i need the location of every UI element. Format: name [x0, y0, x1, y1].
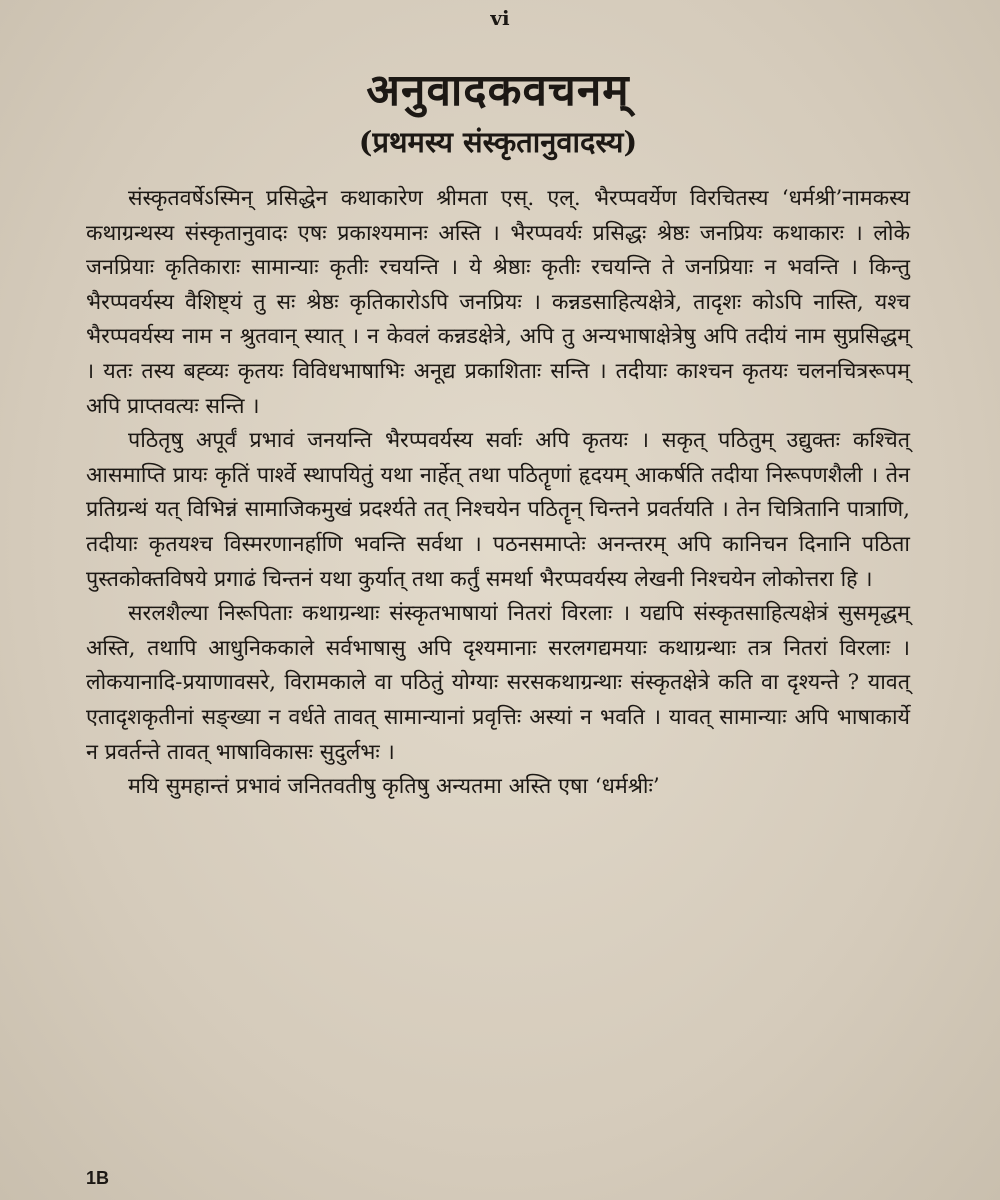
folio-mark: 1B — [86, 1168, 110, 1188]
paragraph-2: पठितृषु अपूर्वं प्रभावं जनयन्ति भैरप्पवर्यस्य सर्वाः अपि कृतयः । सकृत् पठितुम् उद्युक्तः कश्चित् आसमाप्ति प्रायः कृतिं पार्श्वे स्थापयितुं यथा नार्हेत् तथा पठितॄणां हृदयम् आकर्षति तदीया निरूपणशैली । तेन प्रतिग्रन्थं यत् विभिन्नं सामाजिकमुखं प्रदर्श्यते तत् निश्चयेन पठितॄन् चिन्तने प्रवर्तयति । तेन चित्रितानि पात्राणि, तदीयाः कृतयश्च विस्मरणानर्हाणि भवन्ति सर्वथा । पठनसमाप्तेः अनन्तरम् अपि कानिचन दिनानि पठिता पुस्तकोक्तविषये प्रगाढं चिन्तनं यथा कुर्यात् तथा कर्तुं समर्था भैरप्पवर्यस्य लेखनी निश्चयेन लोकोत्तरा हि । — [86, 428, 910, 592]
paragraph-4: मयि सुमहान्तं प्रभावं जनितवतीषु कृतिषु अन्यतमा अस्ति एषा ‘धर्मश्रीः’ — [128, 774, 660, 800]
page-number: vi — [490, 6, 510, 30]
paragraph-3: सरलशैल्या निरूपिताः कथाग्रन्थाः संस्कृतभाषायां नितरां विरलाः । यद्यपि संस्कृतसाहित्यक्षेत्रं सुसमृद्धम् अस्ति, तथापि आधुनिककाले सर्वभाषासु अपि दृश्यमानाः सरलगद्यमयाः कथाग्रन्थाः तत्र नितरां विरलाः । लोकयानादि-प्रयाणावसरे, विरामकाले वा पठितुं योग्याः सरसकथाग्रन्थाः संस्कृतक्षेत्रे कति वा दृश्यन्ते ? यावत् एतादृशकृतीनां सङ्ख्या न वर्धते तावत् सामान्यानां प्रवृत्तिः अस्यां न भवति । यावत् सामान्याः अपि भाषाकार्ये न प्रवर्तन्ते तावत् भाषाविकासः सुदुर्लभः । — [86, 601, 910, 765]
page-title: अनुवादकवचनम् — [366, 65, 630, 116]
paragraph-1: संस्कृतवर्षेऽस्मिन् प्रसिद्धेन कथाकारेण श्रीमता एस्. एल्. भैरप्पवर्येण विरचितस्य ‘धर्मश्री’नामकस्य कथाग्रन्थस्य संस्कृतानुवादः एषः प्रकाश्यमानः अस्ति । भैरप्पवर्यः प्रसिद्धः श्रेष्ठः जनप्रियः कथाकारः । लोके जनप्रियाः कृतिकाराः सामान्याः कृतीः रचयन्ति । ये श्रेष्ठाः कृतीः रचयन्ति ते जनप्रियाः न भवन्ति । किन्तु भैरप्पवर्यस्य वैशिष्ट्यं तु सः श्रेष्ठः कृतिकारोऽपि जनप्रियः । कन्नडसाहित्यक्षेत्रे, तादृशः कोऽपि नास्ति, यश्च भैरप्पवर्यस्य नाम न श्रुतवान् स्यात् । न केवलं कन्नडक्षेत्रे, अपि तु अन्यभाषाक्षेत्रेषु अपि तदीयं नाम सुप्रसिद्धम् । यतः तस्य बह्व्यः कृतयः विविधभाषाभिः अनूद्य प्रकाशिताः सन्ति । तदीयाः काश्चन कृतयः चलनचित्ररूपम् अपि प्राप्तवत्यः सन्ति । — [86, 186, 910, 419]
body-text — [86, 182, 910, 805]
page-subtitle: (प्रथमस्य संस्कृतानुवादस्य) — [358, 125, 638, 159]
